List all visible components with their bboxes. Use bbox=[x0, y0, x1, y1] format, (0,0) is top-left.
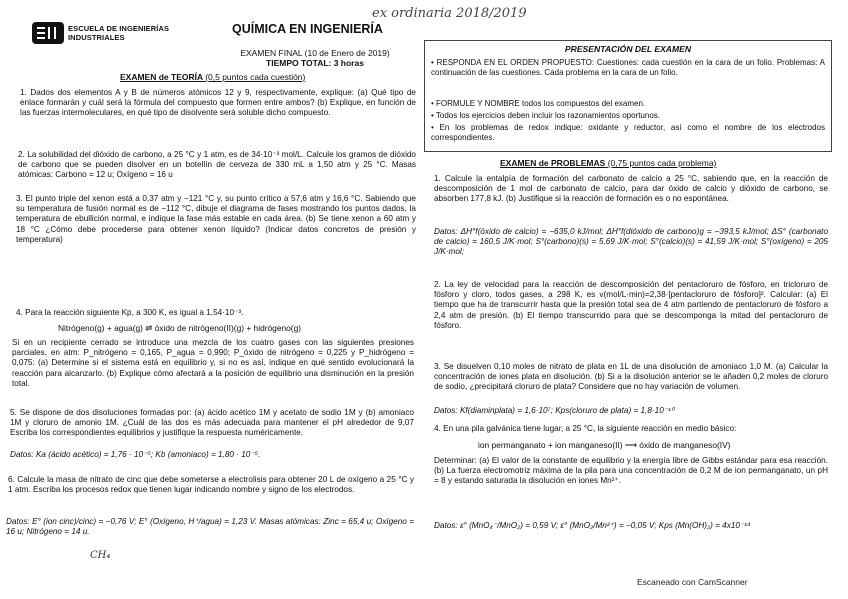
theory-question-4-body: Si en un recipiente cerrado se introduce una mezcla de los cuatro gases con las siguientes presiones parciales, en atm: P_nitrógeno = 0,165, P_agua = 0,990; P_óxido de nitrógeno = 0,225 y P_hidrógeno = 0,075: (a) Determine si el sistema está en equilibrio y, si no es así, indique en qué sentido evolucionará la reacción para alcanzarlo. (b) Explique cómo afectará a la posición de equilibrio una disminución en la presión total. bbox=[12, 338, 414, 388]
theory-question-6-data: Datos: E° (ion cinc)/cinc) = −0,76 V; E° (Oxígeno, H⁺/agua) = 1,23 V. Masas atómicas: Zinc = 65,4 u; Oxígeno = 16 u; Nitrógeno = 14 u. bbox=[6, 517, 414, 537]
theory-question-3: 3. El punto triple del xenon está a 0,37 atm y −121 °C y, su punto crítico a 57,6 atm y 16,6 °C. Sabiendo que su temperatura de fusión normal es de −112 °C, dibuje el diagrama de fases mostrando los puntos dados, la temperatura de ebullición normal, e indique la fase más estable en cada área. (b) Se tiene xenon a 60 atm y 18 °C ¿Cómo debe procederse para obtener xenon líquido? (Indicar datos concretos de presión y temperatura) bbox=[16, 194, 416, 244]
theory-heading: EXAMEN de TEORÍA (0,5 puntos cada cuestión) bbox=[120, 72, 306, 82]
theory-question-4-intro: 4. Para la reacción siguiente Kp, a 300 K, es igual a 1,54·10⁻³. bbox=[16, 308, 244, 317]
presentation-item: • FORMULE Y NOMBRE todos los compuestos del examen. bbox=[431, 99, 646, 108]
problem-4-intro: 4. En una pila galvánica tiene lugar, a 25 °C, la siguiente reacción en medio básico: bbox=[434, 424, 737, 433]
school-name: ESCUELA DE INGENIERÍAS INDUSTRIALES bbox=[68, 24, 170, 42]
problem-1: 1. Calcule la entalpía de formación del carbonato de calcio a 25 °C, sabiendo que, en la reacción de descomposición de 1 mol de carbonato de calcio, para dar óxido de calcio y dióxido de carbono, se absorben 177,8 kJ. (b) Justifique si la reacción de formación es o no espontánea. bbox=[434, 174, 828, 204]
presentation-box bbox=[424, 40, 832, 152]
presentation-item: • RESPONDA EN EL ORDEN PROPUESTO: Cuestiones: cada cuestión en la cara de un folio. Problemas: A continuación de las cuestiones. Cada problema en la cara de un folio. bbox=[431, 58, 825, 77]
presentation-title: PRESENTACIÓN DEL EXAMEN bbox=[564, 44, 692, 54]
theory-question-2: 2. La solubilidad del dióxido de carbono, a 25 °C y 1 atm, es de 34·10⁻³ mol/L. Calcule los gramos de dióxido de carbono que se pueden disolver en un botellín de cerveza de 330 mL a 1,50 atm y 25 °C. Masas atómicas: Carbono = 12 u; Oxígeno = 16 u bbox=[18, 150, 416, 180]
scanner-footer: Escaneado con CamScanner bbox=[637, 577, 748, 587]
handwritten-signature: CH₄ bbox=[90, 550, 111, 561]
problem-2: 2. La ley de velocidad para la reacción de descomposición del pentacloruro de fósforo, en tricloruro de fósforo y cloro, todos gases, a 298 K, es v(mol/L·min)=2,38·[pentacloruro de fósforo]². Calcular: (a) El tiempo que ha de transcurrir hasta que la presión total sea de 4 atm partiendo de pentacloruro de fósforo a 2,4 atm de presión. (b) El tiempo transcurrido para que se descomponga la mitad del pentacloruro de fósforo. bbox=[434, 280, 828, 330]
school-logo bbox=[32, 22, 64, 44]
presentation-item: • En los problemas de redox indique: oxidante y reductor, así como el nombre de los electrodos correspondientes. bbox=[431, 123, 825, 142]
problem-4-reaction: ion permanganato + ion manganeso(II) ⟶ óxido de manganeso(IV) bbox=[478, 440, 731, 450]
problem-3-data: Datos: Kf(diaminplata) = 1,6·10⁷; Kps(cloruro de plata) = 1,8·10⁻¹⁰ bbox=[434, 406, 675, 415]
problem-4-data: Datos: ε° (MnO₄⁻/MnO₂) = 0,59 V; ε° (MnO₂/Mn²⁺) = −0,05 V; Kps (Mn(OH)₂) = 4x10⁻¹⁴ bbox=[434, 521, 751, 530]
problem-3: 3. Se disuelven 0,10 moles de nitrato de plata en 1L de una disolución de amoniaco 1,0 M. (a) Calcular la concentración de iones plata en disolución. (b) Si a la disolución anterior se le añaden 0,2 moles de cloruro de sodio, ¿precipitará cloruro de plata? Considere que no hay variación de volumen. bbox=[434, 362, 828, 392]
problem-1-data: Datos: ΔH°f(óxido de calcio) = −635,0 kJ/mol; ΔH°f(dióxido de carbono)g = −393,5 kJ/mol; ΔS° (carbonato de calcio) = 160,5 J/K·mol; S°(carbono)(s) = 5,69 J/K·mol; S°(calcio)(s) = 41,59 J/K·mol; S°(oxígeno) = 205 J/K·mol; bbox=[434, 227, 828, 257]
presentation-item: • Todos los ejercicios deben incluir los razonamientos oportunos. bbox=[431, 111, 660, 120]
theory-question-6: 6. Calcule la masa de nitrato de cinc que debe someterse a electrolisis para obtener 20 L de oxígeno a 25 °C y 1 atm. Escriba los procesos redox que tienen lugar indicando nombre y signo de los electrodos. bbox=[8, 475, 414, 495]
theory-question-4-reaction: Nitrógeno(g) + agua(g) ⇌ óxido de nitrógeno(II)(g) + hidrógeno(g) bbox=[58, 323, 302, 333]
problems-heading: EXAMEN de PROBLEMAS (0,75 puntos cada problema) bbox=[500, 158, 717, 168]
theory-question-5-data: Datos: Ka (ácido acético) = 1,76 · 10⁻⁵; Kb (amoniaco) = 1,80 · 10⁻⁵. bbox=[10, 450, 261, 459]
theory-question-1: 1. Dados dos elementos A y B de números atómicos 12 y 9, respectivamente, explique: (a) Qué tipo de enlace formarán y cuál será la fórmula del compuesto que formen entre ambos? (b) Explique, en función de las fuerzas intermoleculares, en qué tipo de disolvente será soluble dicho compuesto. bbox=[20, 88, 416, 118]
exam-info: EXAMEN FINAL (10 de Enero de 2019) TIEMPO TOTAL: 3 horas bbox=[240, 48, 390, 68]
handwritten-note: ex ordinaria 2018/2019 bbox=[372, 6, 527, 21]
theory-question-5: 5. Se dispone de dos disoluciones formadas por: (a) ácido acético 1M y acetato de sodio 1M y (b) amoniaco 1M y cloruro de amonio 1M. ¿Cuál de las dos es más adecuada para mantener el pH alrededor de 9,07 Escriba los correspondientes equilibrios y justifique la respuesta numéricamente. bbox=[10, 408, 414, 438]
problem-4-body: Determinar: (a) El valor de la constante de equilibrio y la energía libre de Gibbs estándar para esa reacción. (b) La fuerza electromotriz máxima de la pila para una concentración de 0,2 M de ion permanganato, un pH = 8 y estando saturada la disolución en iones Mn²⁺. bbox=[434, 456, 828, 486]
page-title: QUÍMICA EN INGENIERÍA bbox=[232, 22, 383, 36]
